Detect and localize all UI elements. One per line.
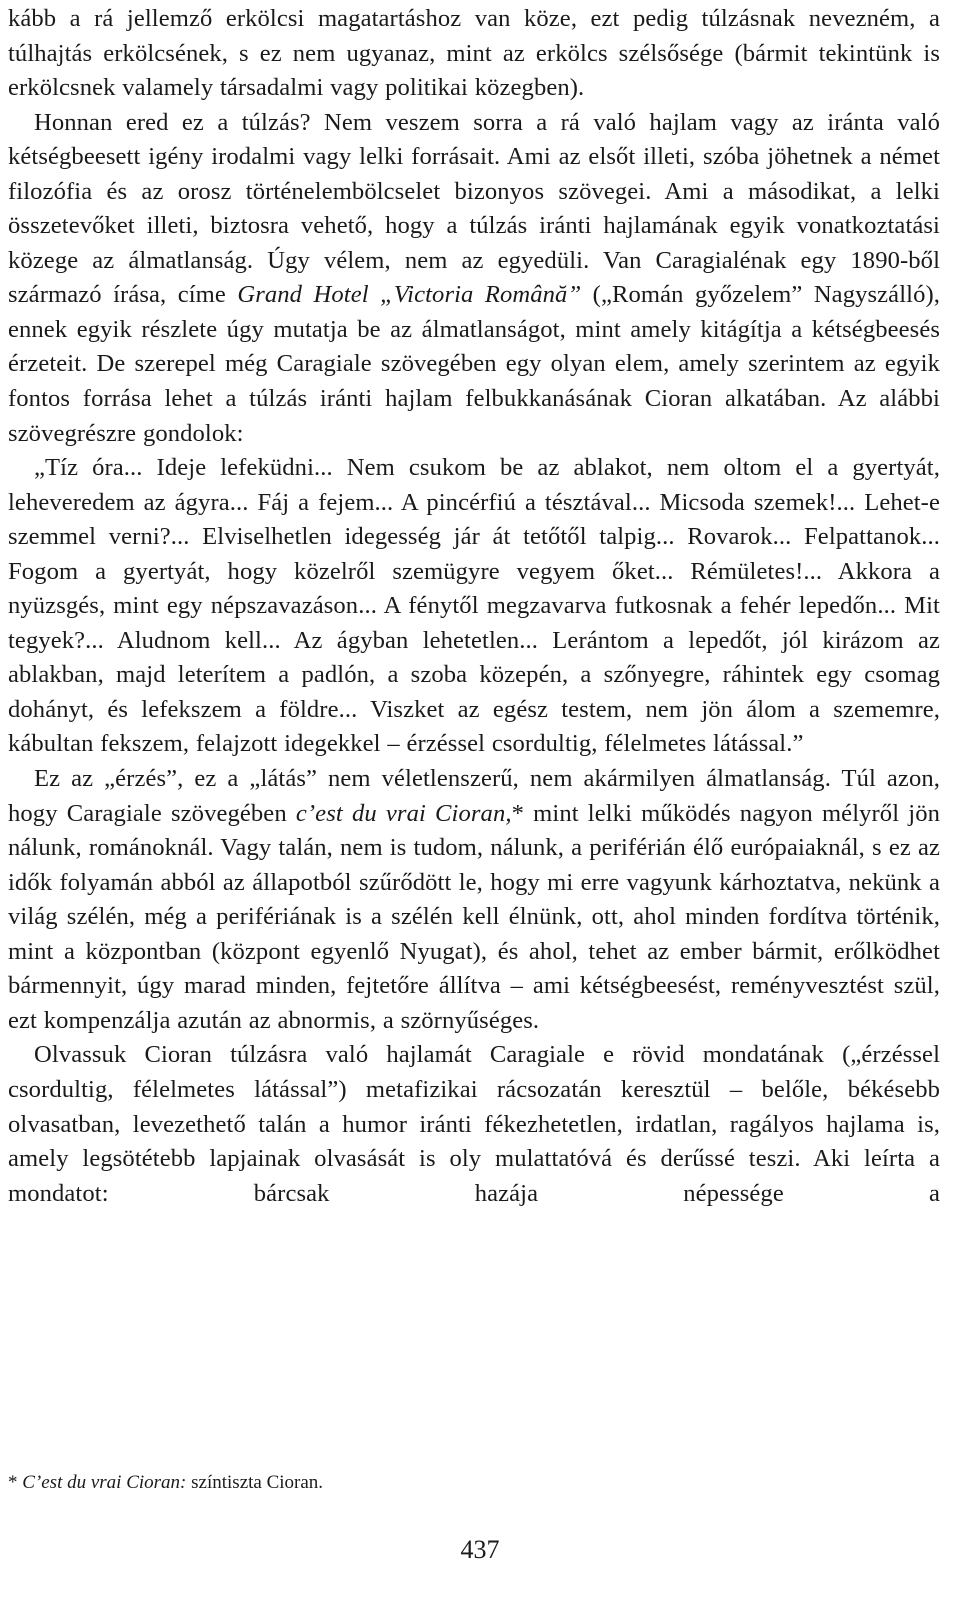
main-text xyxy=(8,2,940,1211)
text-segment: Olvassuk Cioran túlzásra való hajlamát Caragiale e rövid mondatának („érzéssel csordultig, félelmetes látással”) metafizikai rácsozatán keresztül – belőle, békésebb olvasatban, levezethető talán a humor iránti fékezhetetlen, irdatlan, ragályos hajlama is, amely legsötétebb lapjainak olvasását is oly mulattatóvá és derűssé teszi. Aki leírta a mondatot: bárcsak hazája népessége a xyxy=(8,1041,940,1207)
paragraph xyxy=(8,2,940,106)
footnote xyxy=(8,1470,940,1496)
footnote-term: C’est du vrai Cioran: xyxy=(22,1472,187,1493)
italic-text: Grand Hotel „Victoria Română” xyxy=(237,281,582,309)
text-segment: * mint lelki működés nagyon mélyről jön nálunk, románoknál. Vagy talán, nem is tudom, nálunk, a periférián élő európaiaknál, s ez az idők folyamán abból az állapotból szűrődött le, hogy mi erre vagyunk kárhoztatva, nekünk a világ szélén, még a perifériának is a szélén kell élnünk, ott, ahol minden fordítva történik, mint a központban (központ egyenlő Nyugat), és ahol, tehet az ember bármit, erőlködhet bármennyit, úgy marad minden, fejtetőre állítva – ami kétségbeesést, reményvesztést szül, ezt kompenzálja azután az abnormis, a szörnyűséges. xyxy=(8,799,941,1034)
italic-text: c’est du vrai Cioran, xyxy=(295,799,512,827)
text-segment: „Tíz óra... Ideje lefeküdni... Nem csukom be az ablakot, nem oltom el a gyertyát, leheveredem az ágyra... Fáj a fejem... A pincérfiú a tésztával... Micsoda szemek!... Lehet-e szemmel verni?... Elviselhetlen idegesség jár át tetőtől talpig... Rovarok... Felpattanok... Fogom a gyertyát, hogy közelről szemügyre vegyem őket... Rémületes!... Akkora a nyüzsgés, mint egy népszavazáson... A fénytől megzavarva futkosnak a fehér lepedőn... Mit tegyek?... Aludnom kell... Az ágyban lehetetlen... Lerántom a lepedőt, jól kirázom az ablakban, majd leterítem a padlón, a szoba közepén, a szőnyegre, ráhintek egy csomag dohányt, és lefekszem a földre... Viszket az egész testem, nem jön álom a szememre, kábultan fekszem, felajzott idegekkel – érzéssel csordultig, félelmetes látással.” xyxy=(8,454,940,758)
paragraph xyxy=(8,762,940,1038)
paragraph xyxy=(8,451,940,762)
text-segment: Honnan ered ez a túlzás? Nem veszem sorra a rá való hajlam vagy az iránta való kétségbeesett igény irodalmi vagy lelki forrásait. Ami az elsőt illeti, szóba jöhetnek a német filozófia és az orosz történelembölcselet bizonyos szövegei. Ami a másodikat, a lelki összetevőket illeti, biztosra vehető, hogy a túlzás iránti hajlamának egyik vonatkoztatási közege az álmatlanság. Úgy vélem, nem az egyedüli. Van Caragialénak egy 1890-ből származó írása, címe xyxy=(8,108,940,309)
text-segment: („Román győzelem” Nagyszálló), ennek egyik részlete úgy mutatja be az álmatlanságot, mint amely kitágítja a kétségbeesés érzeteit. De szerepel még Caragiale szövegében egy olyan elem, amely szerintem az egyik fontos forrása lehet a túlzás iránti hajlam felbukkanásának Cioran alkatában. Az alábbi szövegrészre gondolok: xyxy=(8,281,940,447)
text-segment: kább a rá jellemző erkölcsi magatartáshoz van köze, ezt pedig túlzásnak nevezném, a túlhajtás erkölcsének, s ez nem ugyanaz, mint az erkölcs szélsősége (bármit tekintünk is erkölcsnek valamely társadalmi vagy politikai közegben). xyxy=(8,5,940,102)
paragraph xyxy=(8,106,940,451)
paragraph xyxy=(8,1038,940,1211)
footnote-marker: * xyxy=(8,1472,23,1493)
text-segment: Ez az „érzés”, ez a „látás” nem véletlenszerű, nem akármilyen álmatlanság. Túl azon, hogy Caragiale szövegében xyxy=(8,765,940,827)
page-number: 437 xyxy=(460,1535,500,1564)
footnote-translation: színtiszta Cioran. xyxy=(186,1472,324,1493)
